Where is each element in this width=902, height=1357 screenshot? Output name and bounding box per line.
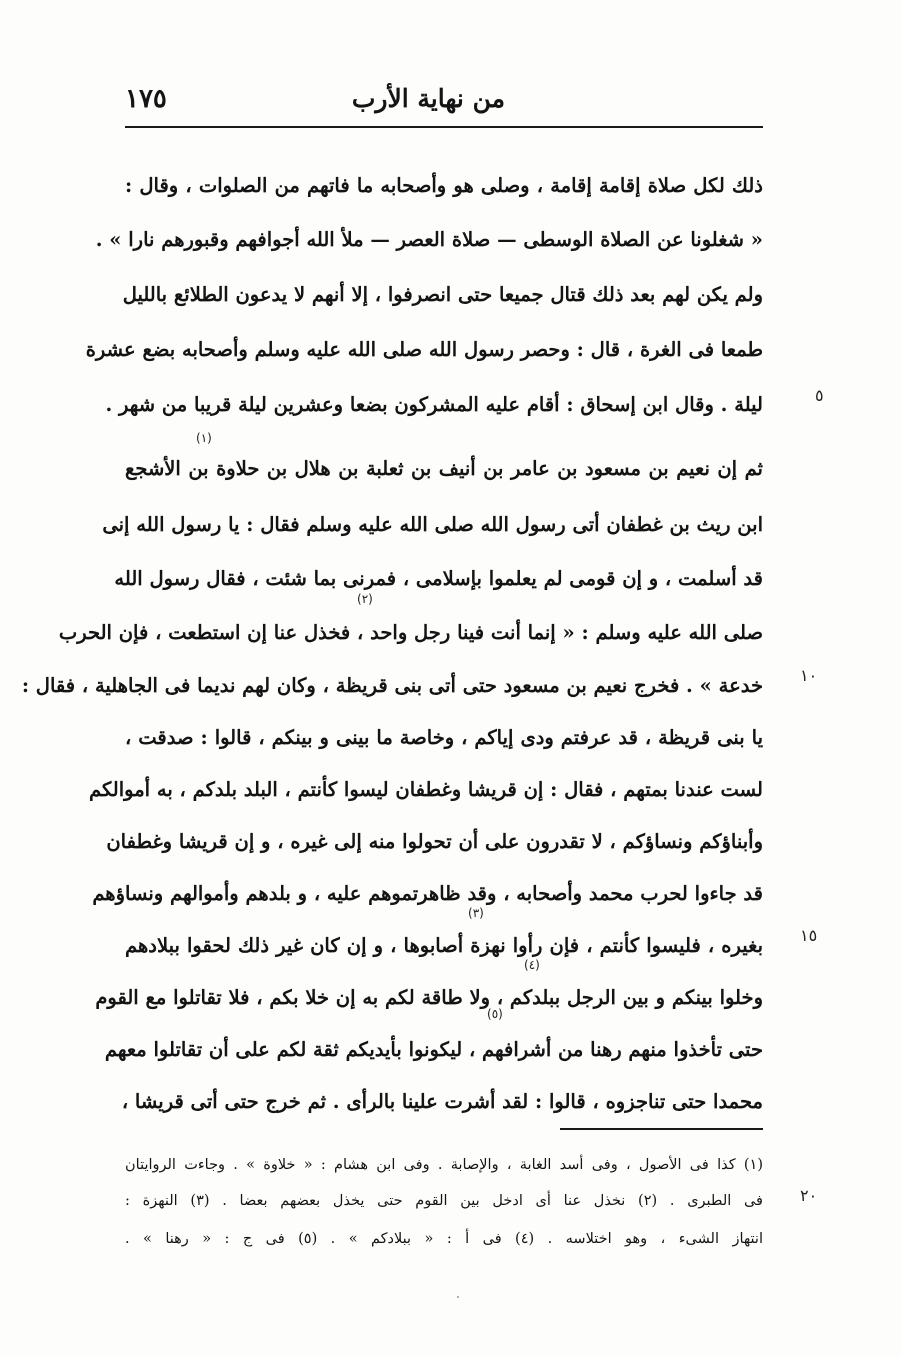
margin-line-number-20: ٢٠	[800, 1186, 818, 1205]
body-line: « شغلونا عن الصلاة الوسطى — صلاة العصر — ملأ الله أجوافهم وقبورهم نارا » .	[95, 228, 763, 251]
body-line: بغيره ، فليسوا كأنتم ، فإن رأوا نهزة أصابوها ، و إن كان غير ذلك لحقوا ببلادهم	[125, 934, 763, 957]
body-line: محمدا حتى تناجزوه ، قالوا : لقد أشرت علينا بالرأى . ثم خرج حتى أتى قريشا ،	[121, 1090, 763, 1113]
body-line: وأبناؤكم ونساؤكم ، لا تقدرون على أن تحولوا منه إلى غيره ، و إن قريشا وغطفان	[106, 830, 763, 853]
body-line: ابن ريث بن غطفان أتى رسول الله صلى الله عليه وسلم فقال : يا رسول الله إنى	[102, 513, 763, 536]
body-line: حتى تأخذوا منهم رهنا من أشرافهم ، ليكونوا بأيديكم ثقة لكم على أن تقاتلوا معهم	[104, 1038, 763, 1061]
note-marker-5: (٥)	[487, 1007, 503, 1021]
body-line: قد جاءوا لحرب محمد وأصحابه ، وقد ظاهرتموهم عليه ، و بلدهم وأموالهم ونساؤهم	[92, 882, 763, 905]
margin-line-number-10: ١٠	[800, 666, 818, 685]
footnote-divider	[560, 1128, 763, 1130]
footnote-line: (١) كذا فى الأصول ، وفى أسد الغابة ، والإصابة . وفى ابن هشام : « خلاوة » . وجاءت الروايتان	[125, 1157, 763, 1173]
body-line: طمعا فى الغرة ، قال : وحصر رسول الله صلى الله عليه وسلم وأصحابه بضع عشرة	[85, 338, 763, 361]
page-speck	[457, 1296, 459, 1298]
body-line: لست عندنا بمتهم ، فقال : إن قريشا وغطفان ليسوا كأنتم ، البلد بلدكم ، به أموالكم	[89, 778, 763, 801]
body-line: صلى الله عليه وسلم : « إنما أنت فينا رجل واحد ، فخذل عنا إن استطعت ، فإن الحرب	[58, 621, 763, 644]
note-marker-4: (٤)	[524, 958, 540, 972]
note-marker-1: (١)	[196, 431, 212, 445]
note-marker-2: (٢)	[357, 592, 373, 606]
running-title: من نهاية الأرب	[351, 84, 505, 113]
margin-line-number-5: ٥	[815, 386, 824, 405]
page-header	[125, 78, 763, 128]
body-line: خدعة » . فخرج نعيم بن مسعود حتى أتى بنى قريظة ، وكان لهم نديما فى الجاهلية ، فقال :	[21, 674, 763, 697]
body-line: يا بنى قريظة ، قد عرفتم ودى إياكم ، وخاصة ما بينى و بينكم ، قالوا : صدقت ،	[125, 726, 763, 749]
body-line: وخلوا بينكم و بين الرجل ببلدكم ، ولا طاقة لكم به إن خلا بكم ، فلا تقاتلوا مع القوم	[95, 986, 763, 1009]
footnote-line: انتهاز الشىء ، وهو اختلاسه . (٤) فى أ : « ببلادكم » . (٥) فى ج : « رهنا » .	[125, 1231, 763, 1247]
margin-line-number-15: ١٥	[800, 926, 818, 945]
page-number: ١٧٥	[125, 84, 167, 114]
body-line: ذلك لكل صلاة إقامة إقامة ، وصلى هو وأصحابه ما فاتهم من الصلوات ، وقال :	[125, 174, 763, 197]
footnote-line: فى الطبرى . (٢) نخذل عنا أى ادخل بين القوم حتى يخذل بعضهم بعضا . (٣) النهزة :	[125, 1193, 763, 1209]
note-marker-3: (٣)	[468, 906, 484, 920]
body-line: ولم يكن لهم بعد ذلك قتال جميعا حتى انصرفوا ، إلا أنهم لا يدعون الطلائع بالليل	[122, 283, 763, 306]
body-line: ليلة . وقال ابن إسحاق : أقام عليه المشركون بضعا وعشرين ليلة قريبا من شهر .	[105, 393, 763, 416]
body-line: ثم إن نعيم بن مسعود بن عامر بن أنيف بن ثعلبة بن هلال بن حلاوة بن الأشجع	[125, 457, 763, 480]
body-line: قد أسلمت ، و إن قومى لم يعلموا بإسلامى ، فمرنى بما شئت ، فقال رسول الله	[114, 567, 763, 590]
